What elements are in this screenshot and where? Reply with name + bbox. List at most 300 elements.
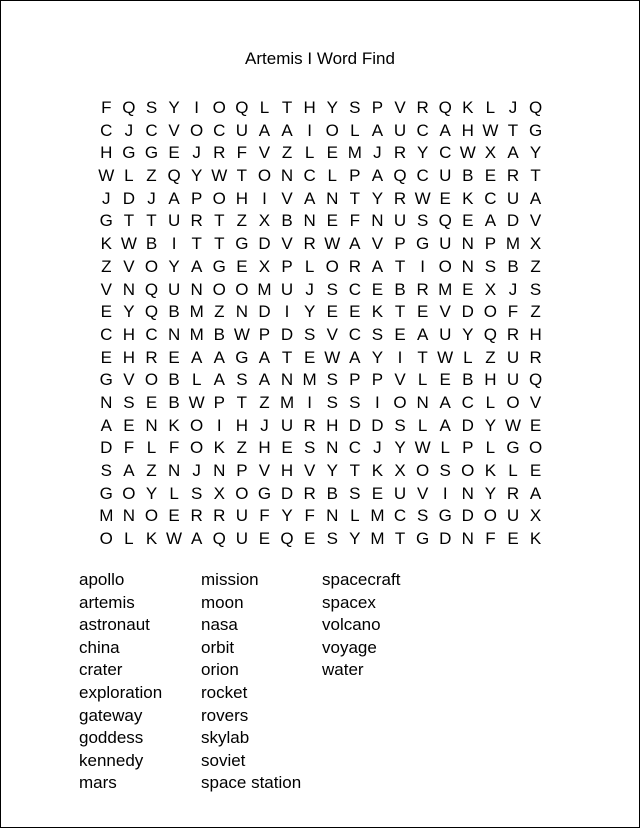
- grid-letter: W: [437, 347, 454, 367]
- grid-letter: O: [235, 483, 249, 503]
- grid-letter: I: [307, 392, 312, 412]
- grid-letter: M: [505, 234, 521, 254]
- grid-letter: N: [280, 370, 294, 390]
- grid-letter: E: [100, 347, 112, 367]
- grid-row: [95, 120, 547, 143]
- grid-letter: W: [482, 120, 499, 140]
- grid-letter: H: [280, 461, 294, 480]
- grid-letter: O: [212, 188, 226, 208]
- grid-letter: B: [145, 234, 158, 254]
- grid-letter: U: [439, 234, 452, 254]
- grid-letter: Y: [123, 302, 135, 322]
- grid-letter: J: [373, 438, 382, 458]
- grid-letter: I: [171, 234, 177, 254]
- grid-letter: C: [416, 166, 429, 186]
- grid-letter: H: [326, 415, 339, 435]
- grid-row: [95, 528, 547, 551]
- grid-letter: T: [123, 211, 135, 231]
- grid-row: [95, 324, 547, 347]
- grid-row: [95, 142, 547, 165]
- grid-letter: A: [191, 529, 203, 549]
- word-list-item: spacex: [322, 592, 376, 612]
- grid-letter: C: [461, 392, 474, 412]
- grid-row: [95, 165, 547, 188]
- grid-row: [95, 483, 547, 506]
- grid-letter: J: [124, 120, 134, 140]
- grid-letter: L: [485, 438, 496, 458]
- grid-letter: Y: [484, 415, 497, 435]
- word-list-item: water: [322, 660, 364, 680]
- grid-letter: O: [438, 256, 452, 276]
- grid-letter: Q: [438, 211, 452, 231]
- grid-letter: A: [439, 415, 451, 435]
- grid-letter: R: [416, 98, 429, 117]
- grid-letter: N: [371, 211, 384, 231]
- grid-letter: N: [167, 461, 181, 480]
- word-list-item: skylab: [201, 728, 250, 748]
- grid-letter: D: [100, 438, 113, 458]
- grid-letter: E: [439, 188, 451, 208]
- word-list-item: moon: [201, 592, 244, 612]
- grid-letter: P: [213, 392, 225, 412]
- grid-letter: O: [190, 120, 204, 140]
- grid-letter: A: [258, 120, 271, 140]
- grid-letter: C: [348, 324, 361, 344]
- word-list-item: volcano: [322, 615, 381, 635]
- grid-letter: L: [463, 347, 473, 367]
- grid-letter: Z: [101, 256, 112, 276]
- grid-letter: L: [485, 392, 496, 412]
- grid-letter: D: [258, 234, 271, 254]
- grid-letter: R: [213, 506, 226, 526]
- grid-letter: I: [397, 347, 403, 367]
- grid-row: [95, 97, 547, 120]
- grid-letter: B: [168, 302, 180, 322]
- grid-letter: L: [417, 370, 428, 390]
- grid-letter: A: [349, 347, 361, 367]
- grid-letter: H: [461, 120, 474, 140]
- grid-letter: Y: [145, 483, 158, 503]
- grid-letter: R: [213, 143, 226, 163]
- grid-letter: O: [122, 483, 136, 503]
- grid-letter: N: [122, 279, 136, 299]
- grid-letter: O: [144, 370, 159, 390]
- grid-letter: M: [370, 506, 385, 526]
- grid-letter: R: [348, 256, 361, 276]
- grid-letter: Z: [485, 347, 496, 367]
- grid-letter: O: [325, 120, 339, 140]
- grid-letter: W: [233, 324, 250, 344]
- word-list-item: exploration: [79, 682, 163, 702]
- grid-letter: J: [102, 188, 111, 208]
- grid-letter: G: [99, 483, 113, 503]
- word-list-item: gateway: [79, 705, 143, 725]
- grid-letter: M: [279, 392, 295, 412]
- grid-letter: S: [416, 211, 429, 231]
- grid-letter: E: [462, 279, 474, 299]
- grid-letter: R: [190, 211, 203, 231]
- grid-letter: S: [326, 392, 338, 412]
- grid-letter: E: [371, 279, 384, 299]
- grid-letter: Y: [191, 166, 203, 186]
- grid-letter: G: [235, 347, 249, 367]
- grid-letter: E: [507, 529, 519, 549]
- grid-letter: P: [484, 234, 497, 254]
- grid-letter: O: [483, 302, 497, 322]
- grid-letter: H: [529, 324, 542, 344]
- word-list-item: orion: [201, 660, 239, 680]
- grid-letter: V: [371, 234, 384, 254]
- grid-letter: C: [484, 188, 497, 208]
- grid-letter: R: [393, 143, 407, 163]
- grid-row: [95, 347, 547, 370]
- grid-row: [95, 460, 547, 483]
- grid-row: [95, 369, 547, 392]
- grid-letter: Q: [212, 529, 226, 549]
- grid-letter: E: [168, 143, 180, 163]
- grid-letter: Y: [371, 347, 384, 367]
- word-list-item: spacecraft: [322, 570, 401, 589]
- grid-letter: N: [235, 302, 248, 322]
- grid-row: [95, 301, 547, 324]
- grid-letter: X: [529, 506, 542, 526]
- grid-letter: E: [236, 256, 248, 276]
- grid-letter: S: [326, 279, 338, 299]
- grid-letter: R: [303, 483, 316, 503]
- grid-letter: O: [190, 415, 204, 435]
- word-list-item: crater: [79, 660, 123, 680]
- grid-letter: P: [394, 234, 406, 254]
- grid-letter: E: [326, 211, 338, 231]
- grid-letter: K: [168, 415, 180, 435]
- grid-letter: T: [394, 529, 406, 549]
- grid-letter: W: [120, 234, 137, 254]
- grid-letter: D: [461, 506, 474, 526]
- grid-letter: A: [303, 188, 316, 208]
- grid-letter: K: [462, 188, 474, 208]
- grid-letter: F: [168, 438, 180, 458]
- grid-letter: J: [305, 279, 314, 299]
- grid-letter: L: [508, 461, 518, 480]
- grid-letter: Z: [214, 302, 225, 322]
- grid-letter: E: [529, 415, 542, 435]
- grid-letter: G: [99, 211, 113, 231]
- grid-letter: W: [414, 188, 431, 208]
- grid-letter: X: [213, 483, 225, 503]
- grid-letter: X: [529, 234, 542, 254]
- grid-letter: T: [394, 302, 406, 322]
- grid-letter: A: [507, 143, 519, 163]
- grid-letter: P: [462, 438, 474, 458]
- grid-row: [95, 279, 547, 302]
- grid-letter: V: [439, 302, 451, 322]
- grid-letter: F: [507, 302, 519, 322]
- grid-letter: V: [281, 188, 293, 208]
- grid-letter: D: [122, 188, 136, 208]
- grid-letter: C: [100, 120, 113, 140]
- grid-letter: F: [349, 211, 361, 231]
- grid-letter: P: [371, 370, 384, 390]
- grid-letter: A: [349, 234, 361, 254]
- grid-letter: H: [235, 415, 248, 435]
- grid-letter: S: [123, 392, 135, 412]
- grid-letter: N: [100, 392, 113, 412]
- grid-letter: V: [123, 256, 135, 276]
- grid-letter: K: [529, 529, 542, 549]
- grid-letter: S: [439, 461, 451, 480]
- grid-letter: C: [348, 279, 361, 299]
- grid-letter: E: [371, 483, 384, 503]
- grid-letter: S: [303, 438, 316, 458]
- grid-letter: R: [529, 347, 542, 367]
- grid-letter: T: [236, 166, 248, 186]
- grid-letter: F: [101, 98, 112, 117]
- grid-letter: N: [145, 415, 158, 435]
- grid-letter: S: [326, 529, 338, 549]
- grid-letter: W: [414, 438, 431, 458]
- grid-letter: W: [324, 347, 341, 367]
- grid-letter: W: [188, 392, 205, 412]
- grid-letter: S: [394, 415, 406, 435]
- grid-letter: U: [506, 188, 520, 208]
- grid-letter: V: [281, 234, 293, 254]
- grid-letter: O: [325, 256, 339, 276]
- grid-letter: E: [416, 302, 429, 322]
- grid-letter: O: [393, 392, 407, 412]
- grid-letter: L: [124, 166, 134, 186]
- grid-letter: O: [144, 506, 159, 526]
- grid-letter: E: [281, 438, 293, 458]
- grid-letter: Q: [144, 279, 159, 299]
- grid-letter: L: [191, 370, 202, 390]
- grid-letter: T: [281, 347, 293, 367]
- word-list: [79, 569, 442, 795]
- grid-letter: N: [326, 188, 339, 208]
- grid-letter: E: [326, 302, 338, 322]
- word-list-item: orbit: [201, 637, 235, 657]
- page-title: Artemis I Word Find: [245, 49, 395, 68]
- grid-letter: U: [167, 279, 181, 299]
- grid-letter: S: [326, 370, 338, 390]
- grid-letter: N: [167, 324, 181, 344]
- grid-letter: L: [169, 483, 179, 503]
- grid-letter: W: [211, 166, 228, 186]
- grid-letter: V: [100, 279, 112, 299]
- grid-letter: S: [145, 98, 158, 117]
- grid-letter: H: [235, 188, 248, 208]
- grid-letter: W: [324, 234, 341, 254]
- grid-letter: Z: [146, 461, 157, 480]
- grid-letter: T: [507, 120, 519, 140]
- grid-letter: U: [439, 166, 452, 186]
- grid-row: [95, 256, 547, 279]
- grid-letter: C: [416, 120, 429, 140]
- grid-letter: A: [213, 347, 225, 367]
- grid-letter: R: [506, 483, 520, 503]
- grid-letter: B: [507, 256, 519, 276]
- grid-row: [95, 505, 547, 528]
- grid-letter: U: [235, 120, 248, 140]
- grid-letter: K: [371, 302, 384, 322]
- grid-letter: Q: [144, 302, 159, 322]
- grid-letter: C: [303, 166, 316, 186]
- word-column: [201, 569, 322, 795]
- grid-letter: D: [258, 302, 271, 322]
- grid-letter: Y: [394, 438, 406, 458]
- grid-letter: A: [371, 256, 384, 276]
- grid-letter: E: [529, 461, 542, 480]
- grid-letter: R: [416, 279, 429, 299]
- grid-letter: N: [303, 211, 316, 231]
- grid-row: [95, 233, 547, 256]
- grid-letter: P: [191, 188, 203, 208]
- word-list-item: artemis: [79, 592, 135, 612]
- grid-letter: G: [528, 120, 543, 140]
- word-list-item: mars: [79, 773, 117, 793]
- grid-letter: U: [280, 415, 294, 435]
- grid-letter: W: [504, 415, 521, 435]
- grid-letter: J: [373, 143, 382, 163]
- grid-letter: Z: [530, 302, 541, 322]
- grid-letter: S: [529, 279, 542, 299]
- grid-letter: N: [461, 256, 474, 276]
- grid-letter: E: [439, 370, 451, 390]
- grid-letter: T: [214, 234, 225, 254]
- grid-letter: V: [326, 324, 338, 344]
- grid-letter: T: [394, 256, 406, 276]
- grid-row: [95, 188, 547, 211]
- grid-letter: R: [190, 506, 203, 526]
- word-list-item: apollo: [79, 570, 125, 589]
- grid-letter: H: [258, 438, 271, 458]
- grid-letter: L: [304, 256, 315, 276]
- grid-letter: D: [348, 415, 361, 435]
- grid-letter: O: [461, 461, 475, 480]
- grid-letter: O: [415, 461, 430, 480]
- grid-letter: T: [146, 211, 157, 231]
- grid-letter: A: [439, 392, 451, 412]
- grid-letter: J: [147, 188, 156, 208]
- grid-letter: A: [191, 347, 203, 367]
- grid-letter: A: [484, 211, 497, 231]
- grid-letter: R: [506, 166, 520, 186]
- grid-letter: Y: [326, 461, 338, 480]
- grid-letter: Q: [167, 166, 181, 186]
- word-list-item: nasa: [201, 615, 238, 635]
- grid-letter: P: [349, 166, 361, 186]
- letter-grid: [95, 97, 547, 551]
- grid-letter: U: [506, 506, 520, 526]
- grid-letter: M: [99, 506, 114, 526]
- grid-letter: V: [303, 461, 316, 480]
- grid-letter: B: [168, 392, 180, 412]
- grid-letter: O: [190, 438, 204, 458]
- word-list-item: soviet: [201, 750, 246, 770]
- word-list-item: voyage: [322, 637, 377, 657]
- grid-letter: A: [371, 120, 384, 140]
- grid-letter: D: [461, 415, 474, 435]
- grid-letter: X: [394, 461, 406, 480]
- grid-letter: G: [212, 256, 226, 276]
- grid-letter: X: [484, 143, 497, 163]
- grid-letter: U: [393, 120, 407, 140]
- grid-letter: W: [459, 143, 476, 163]
- word-column: [322, 569, 442, 795]
- grid-letter: R: [303, 415, 316, 435]
- grid-letter: U: [235, 529, 248, 549]
- grid-letter: V: [168, 120, 180, 140]
- grid-letter: F: [485, 529, 496, 549]
- grid-letter: G: [506, 438, 520, 458]
- grid-letter: I: [375, 392, 380, 412]
- grid-letter: C: [213, 120, 226, 140]
- word-list-item: china: [79, 637, 120, 657]
- grid-letter: Y: [281, 506, 293, 526]
- grid-letter: E: [326, 143, 338, 163]
- grid-letter: O: [528, 438, 543, 458]
- grid-letter: Y: [303, 302, 316, 322]
- grid-letter: N: [461, 234, 474, 254]
- grid-letter: L: [327, 166, 337, 186]
- grid-letter: M: [438, 279, 453, 299]
- grid-letter: H: [100, 143, 113, 163]
- grid-letter: A: [439, 120, 451, 140]
- grid-letter: G: [438, 506, 452, 526]
- grid-letter: C: [393, 506, 407, 526]
- grid-row: [95, 392, 547, 415]
- grid-letter: L: [440, 438, 450, 458]
- grid-letter: E: [168, 506, 180, 526]
- grid-letter: A: [191, 256, 203, 276]
- grid-letter: C: [145, 120, 158, 140]
- grid-letter: N: [280, 166, 294, 186]
- grid-letter: A: [529, 483, 542, 503]
- grid-letter: E: [462, 211, 474, 231]
- grid-letter: Y: [326, 98, 338, 117]
- grid-letter: C: [439, 143, 452, 163]
- grid-letter: M: [189, 324, 204, 344]
- grid-letter: E: [303, 347, 316, 367]
- grid-letter: S: [349, 483, 361, 503]
- grid-letter: D: [280, 324, 294, 344]
- grid-letter: H: [122, 347, 136, 367]
- grid-letter: O: [212, 279, 226, 299]
- grid-letter: U: [235, 506, 248, 526]
- grid-letter: P: [236, 461, 248, 480]
- grid-letter: K: [100, 234, 112, 254]
- grid-letter: C: [348, 438, 361, 458]
- grid-letter: O: [99, 529, 113, 549]
- grid-letter: V: [123, 370, 135, 390]
- grid-letter: L: [124, 529, 134, 549]
- grid-letter: P: [281, 256, 293, 276]
- grid-letter: Z: [236, 211, 248, 231]
- grid-letter: V: [394, 370, 406, 390]
- grid-letter: W: [166, 529, 183, 549]
- word-list-item: kennedy: [79, 750, 144, 770]
- grid-letter: A: [258, 347, 271, 367]
- grid-letter: Q: [528, 370, 543, 390]
- grid-letter: M: [347, 143, 362, 163]
- grid-letter: R: [393, 188, 407, 208]
- grid-letter: A: [258, 370, 271, 390]
- grid-letter: S: [303, 324, 316, 344]
- grid-letter: Q: [528, 98, 543, 117]
- grid-row: [95, 415, 547, 438]
- grid-letter: E: [394, 324, 406, 344]
- grid-row: [95, 210, 547, 233]
- grid-letter: X: [258, 256, 271, 276]
